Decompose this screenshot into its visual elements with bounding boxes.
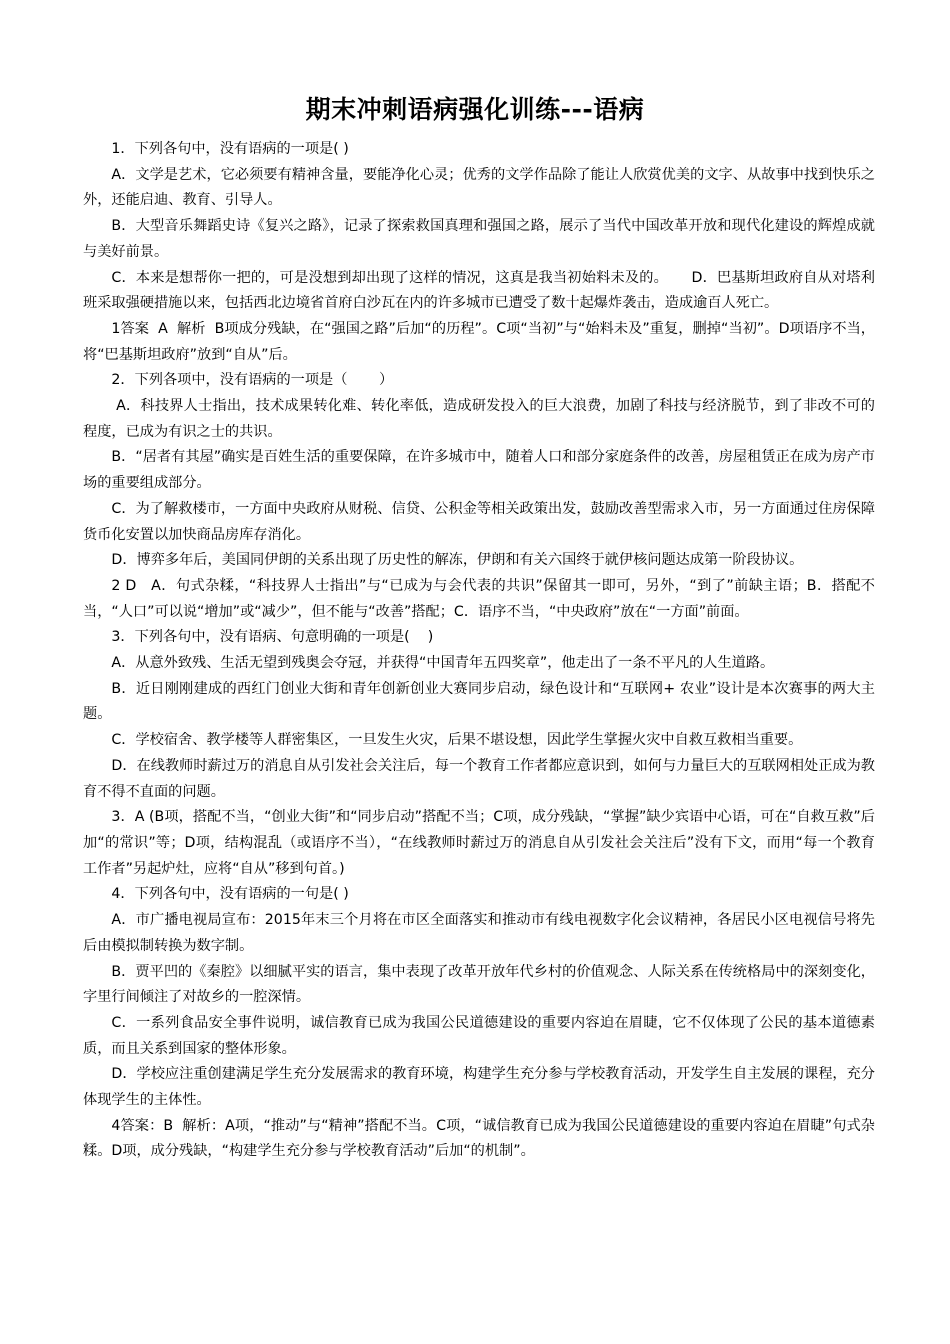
q2-option-b: B．“居者有其屋”确实是百姓生活的重要保障，在许多城市中，随着人口和部分家庭条件的改善，房屋租赁正在成为房产市场的重要组成部分。 — [83, 449, 875, 492]
q2-stem: 2．下列各项中，没有语病的一项是（ ） — [111, 372, 394, 389]
q2-option-a: A．科技界人士指出，技术成果转化难、转化率低，造成研发投入的巨大浪费，加剧了科技与经济脱节，到了非改不可的程度，已成为有识之士的共识。 — [83, 398, 875, 440]
q1-option-a: A．文学是艺术，它必须要有精神含量，要能净化心灵；优秀的文学作品除了能让人欣赏优美的文字、从故事中找到快乐之外，还能启迪、教育、引导人。 — [83, 166, 875, 209]
document-title: 期末冲刺语病强化训练---语病 — [305, 95, 645, 124]
q3-option-d: D．在线教师时薪过万的消息自从引发社会关注后，每一个教育工作者都应意识到，如何与力量巨大的互联网相处正成为教育不得不直面的问题。 — [83, 757, 875, 800]
q4-option-a: A．市广播电视局宣布：2015年末三个月将在市区全面落实和推动市有线电视数字化会议精神，各居民小区电视信号将先后由模拟制转换为数字制。 — [83, 912, 875, 954]
q4-stem: 4．下列各句中，没有语病的一句是( ) — [111, 886, 349, 903]
q4-option-b: B．贾平凹的《秦腔》以细腻平实的语言，集中表现了改革开放年代乡村的价值观念、人际关系在传统格局中的深刻变化，字里行间倾注了对故乡的一腔深情。 — [83, 963, 875, 1006]
q2-option-c: C．为了解救楼市，一方面中央政府从财税、信贷、公积金等相关政策出发，鼓励改善型需求入市，另一方面通过住房保障货币化安置以加快商品房库存消化。 — [83, 500, 875, 543]
q2-option-d: D．博弈多年后，美国同伊朗的关系出现了历史性的解冻，伊朗和有关六国终于就伊核问题达成第一阶段协议。 — [111, 552, 804, 569]
q3-option-a: A．从意外致残、生活无望到残奥会夺冠，并获得“中国青年五四奖章”，他走出了一条不平凡的人生道路。 — [111, 655, 775, 672]
q3-stem: 3．下列各句中，没有语病、句意明确的一项是( ) — [111, 629, 434, 646]
q1-option-c-d: C．本来是想帮你一把的，可是没想到却出现了这样的情况，这真是我当初始料未及的。 D．巴基斯坦政府自从对塔利班采取强硬措施以来，包括西北边境省首府白沙瓦在内的许多城市已遭受了数十起爆炸袭击，造成逾百人死亡。 — [83, 269, 875, 312]
document-body — [83, 137, 875, 1165]
q1-stem: 1．下列各句中，没有语病的一项是( ) — [111, 141, 349, 157]
q1-option-b: B．大型音乐舞蹈史诗《复兴之路》，记录了探索救国真理和强国之路，展示了当代中国改革开放和现代化建设的辉煌成就与美好前景。 — [83, 218, 875, 260]
q4-answer: 4答案：B 解析：A项，“推动”与“精神”搭配不当。C项，“诚信教育已成为我国公民道德建设的重要内容迫在眉睫”句式杂糅。D项，成分残缺，“构建学生充分参与学校教育活动”后加“的机制”。 — [83, 1117, 875, 1160]
q4-option-d: D．学校应注重创建满足学生充分发展需求的教育环境，构建学生充分参与学校教育活动，开发学生自主发展的课程，充分体现学生的主体性。 — [83, 1066, 875, 1109]
q1-answer: 1答案 A 解析 B项成分残缺，在“强国之路”后加“的历程”。C项“当初”与“始料未及”重复，删掉“当初”。D项语序不当，将“巴基斯坦政府”放到“自从”后。 — [83, 320, 875, 363]
q3-answer: 3．A (B项，搭配不当，“创业大街”和“同步启动”搭配不当；C项，成分残缺，“掌握”缺少宾语中心语，可在“自救互救”后加“的常识”等；D项，结构混乱（或语序不当），“在线教师时薪过万的消息自从引发社会关注后”没有下文，而用“每一个教育工作者”另起炉灶，应将“自从”移到句首。) — [83, 809, 875, 877]
q4-option-c: C．一系列食品安全事件说明，诚信教育已成为我国公民道德建设的重要内容迫在眉睫，它不仅体现了公民的基本道德素质，而且关系到国家的整体形象。 — [83, 1014, 875, 1057]
q3-option-b: B．近日刚刚建成的西红门创业大街和青年创新创业大赛同步启动，绿色设计和“互联网+ 农业”设计是本次赛事的两大主题。 — [83, 680, 875, 723]
q2-answer: 2 D A．句式杂糅，“科技界人士指出”与“已成为与会代表的共识”保留其一即可，另外，“到了”前缺主语；B．搭配不当，“人口”可以说“增加”或“减少”，但不能与“改善”搭配；C．语序不当，“中央政府”放在“一方面”前面。 — [83, 577, 875, 620]
q3-option-c: C．学校宿舍、教学楼等人群密集区，一旦发生火灾，后果不堪设想，因此学生掌握火灾中自救互救相当重要。 — [111, 732, 803, 749]
